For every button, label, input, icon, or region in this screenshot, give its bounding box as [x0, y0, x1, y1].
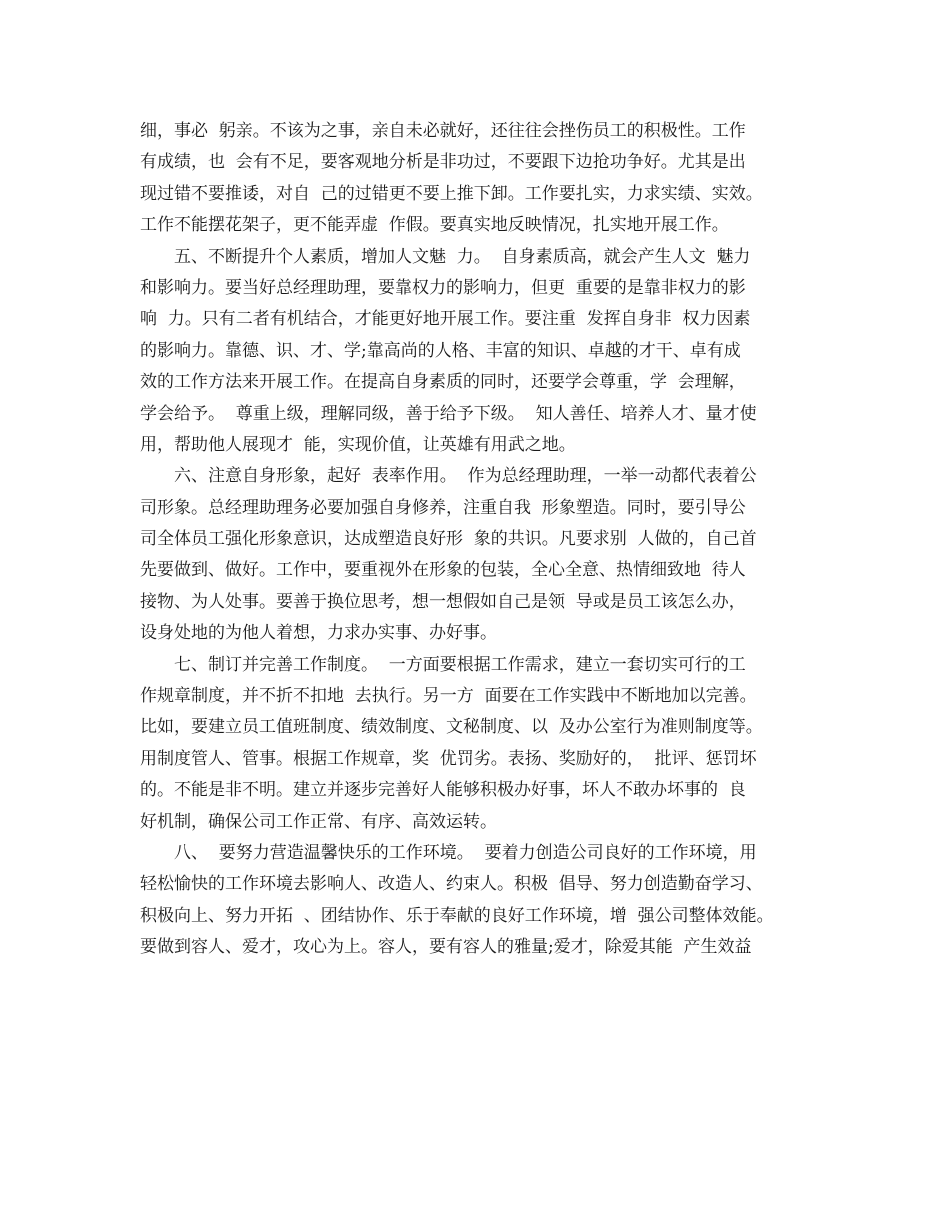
text-line: 的影响力。靠德、识、才、学;靠高尚的人格、丰富的知识、卓越的才干、卓有成: [140, 340, 741, 361]
text-line: 工作不能摆花架子，更不能弄虚 作假。要真实地反映情况，扎实地开展工作。: [140, 215, 729, 236]
paragraph-start-line: 七、制订并完善工作制度。 一方面要根据工作需求，建立一套切实可行的工: [174, 654, 746, 675]
text-line: 作规章制度，并不折不扣地 去执行。另一方 面要在工作实践中不断地加以完善。: [140, 686, 757, 707]
text-line: 效的工作方法来开展工作。在提高自身素质的同时，还要学会尊重，学 会理解，: [140, 372, 746, 393]
paragraph-start-line: 八、 要努力营造温馨快乐的工作环境。 要着力创造公司良好的工作环境，用: [174, 842, 757, 863]
text-line: 比如，要建立员工值班制度、绩效制度、文秘制度、以 及办公室行为准则制度等。: [140, 717, 763, 738]
text-line: 司全体员工强化形象意识，达成塑造良好形 象的共识。凡要求别 人做的，自己首: [140, 529, 757, 550]
text-line: 响 力。只有二者有机结合，才能更好地开展工作。要注重 发挥自身非 权力因素: [140, 309, 751, 330]
text-line: 先要做到、做好。工作中，要重视外在形象的包装，全心全意、热情细致地 待人: [140, 560, 746, 581]
text-line: 用，帮助他人展现才 能，实现价值，让英雄有用武之地。: [140, 434, 576, 455]
paragraph-start-line: 六、注意自身形象，起好 表率作用。 作为总经理助理，一举一动都代表着公: [174, 466, 757, 487]
text-line: 好机制，确保公司工作正常、有序、高效运转。: [140, 811, 497, 832]
text-line: 设身处地的为他人着想，力求办实事、办好事。: [140, 623, 497, 644]
text-line: 司形象。总经理助理务必要加强自身修养，注重自我 形象塑造。同时，要引导公: [140, 497, 746, 518]
text-line: 要做到容人、爱才，攻心为上。容人，要有容人的雅量;爱才，除爱其能 产生效益: [140, 937, 752, 958]
text-line: 的。不能是非不明。建立并逐步完善好人能够积极办好事，坏人不敢办坏事的 良: [140, 780, 746, 801]
text-line: 有成绩，也 会有不足，要客观地分析是非功过，不要跟下边抢功争好。尤其是出: [140, 152, 746, 173]
text-line: 和影响力。要当好总经理助理，要靠权力的影响力，但更 重要的是靠非权力的影: [140, 277, 746, 298]
text-line: 轻松愉快的工作环境去影响人、改造人、约束人。积极 倡导、努力创造勤奋学习、: [140, 874, 763, 895]
text-line: 接物、为人处事。要善于换位思考，想一想假如自己是领 导或是员工该怎么办，: [140, 591, 746, 612]
paragraph-start-line: 五、不断提升个人素质，增加人文魅 力。 自身素质高，就会产生人文 魅力: [174, 246, 751, 267]
document-body: [140, 116, 830, 964]
text-line: 用制度管人、管事。根据工作规章，奖 优罚劣。表扬、奖励好的， 批评、惩罚坏: [140, 748, 757, 769]
text-line: 学会给予。 尊重上级，理解同级，善于给予下级。 知人善任、培养人才、量才使: [140, 403, 757, 424]
text-line: 积极向上、努力开拓 、团结协作、乐于奉献的良好工作环境，增 强公司整体效能。: [140, 905, 774, 926]
text-line: 细，事必 躬亲。不该为之事，亲自未必就好，还往往会挫伤员工的积极性。工作: [140, 121, 746, 141]
text-line: 现过错不要推诿，对自 己的过错更不要上推下卸。工作要扎实，力求实绩、实效。: [140, 183, 763, 204]
